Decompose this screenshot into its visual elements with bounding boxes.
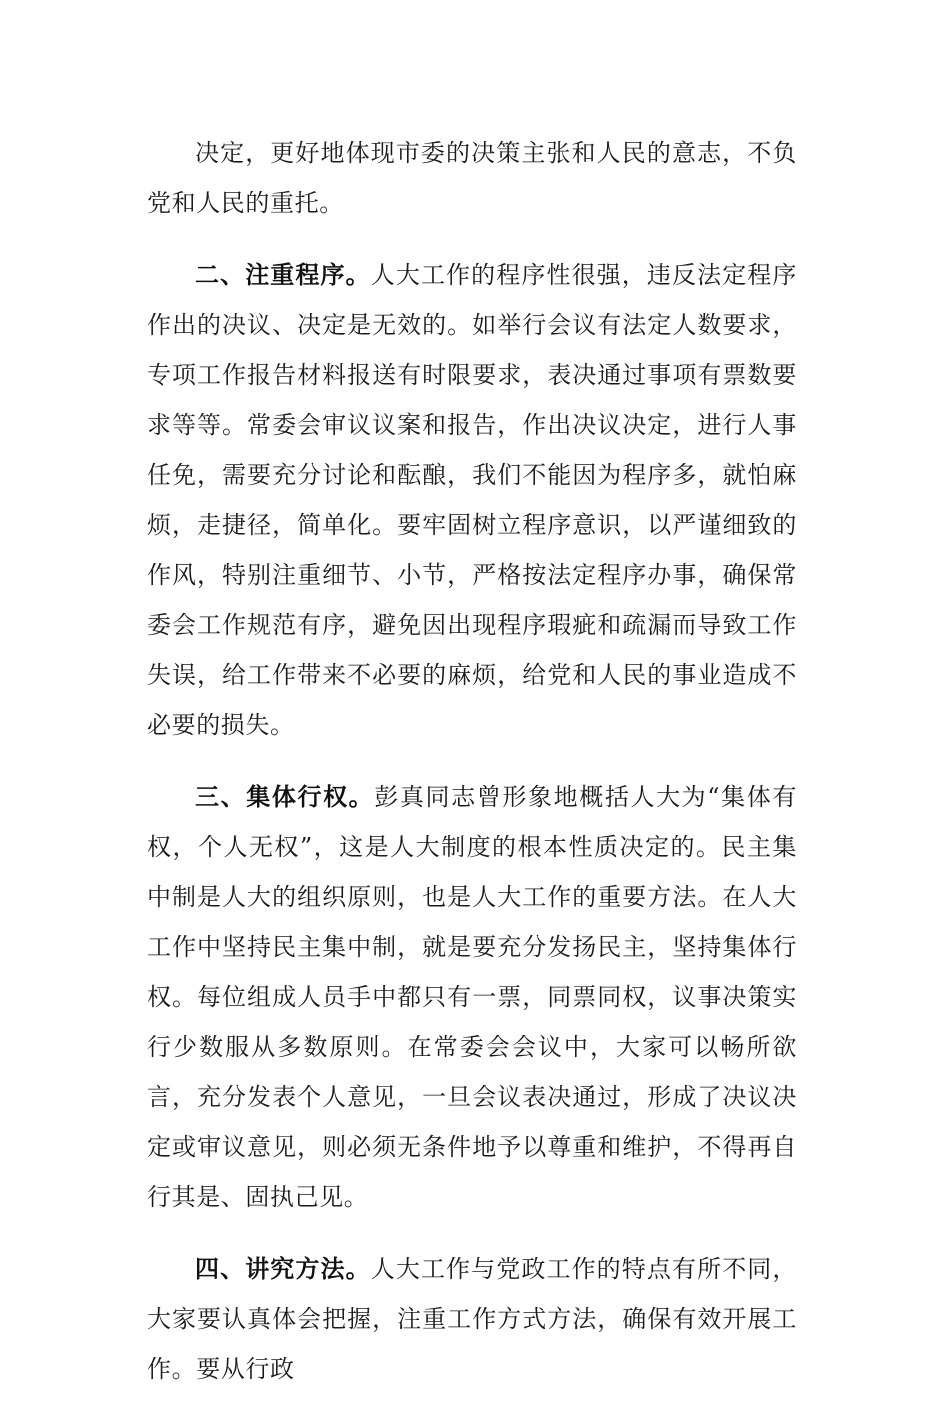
section-heading: 三、集体行权。 (195, 782, 375, 811)
paragraph-text: 彭真同志曾形象地概括人大为“集体有权，个人无权”，这是人大制度的根本性质决定的。民主集中制是人大的组织原则，也是人大工作的重要方法。在人大工作中坚持民主集中制，就是要充分发扬民主，坚持集体行权。每位组成人员手中都只有一票，同票同权，议事决策实行少数服从多数原则。在常委会会议中，大家可以畅所欲言，充分发表个人意见，一旦会议表决通过，形成了决议决定或审议意见，则必须无条件地予以尊重和维护，不得再自行其是、固执己见。 (147, 783, 798, 1211)
paragraph-text: 人大工作与党政工作的特点有所不同，大家要认真体会把握，注重工作方式方法，确保有效开展工作。要从行政 (147, 1255, 797, 1383)
paragraph-continuation (147, 128, 797, 228)
section-heading: 四、讲究方法。 (195, 1254, 371, 1283)
section-heading: 二、注重程序。 (195, 260, 371, 289)
paragraph-text: 人大工作的程序性很强，违反法定程序作出的决议、决定是无效的。如举行会议有法定人数要求，专项工作报告材料报送有时限要求，表决通过事项有票数要求等等。常委会审议议案和报告，作出决议决定，进行人事任免，需要充分讨论和酝酿，我们不能因为程序多，就怕麻烦，走捷径，简单化。要牢固树立程序意识，以严谨细致的作风，特别注重细节、小节，严格按法定程序办事，确保常委会工作规范有序，避免因出现程序瑕疵和疏漏而导致工作失误，给工作带来不必要的麻烦，给党和人民的事业造成不必要的损失。 (147, 261, 797, 739)
paragraph-collective-power (147, 772, 797, 1222)
paragraph-methods (147, 1244, 797, 1394)
paragraph-text: 决定，更好地体现市委的决策主张和人民的意志，不负党和人民的重托。 (147, 139, 797, 217)
body-text (147, 128, 797, 1416)
paragraph-procedure (147, 250, 797, 750)
